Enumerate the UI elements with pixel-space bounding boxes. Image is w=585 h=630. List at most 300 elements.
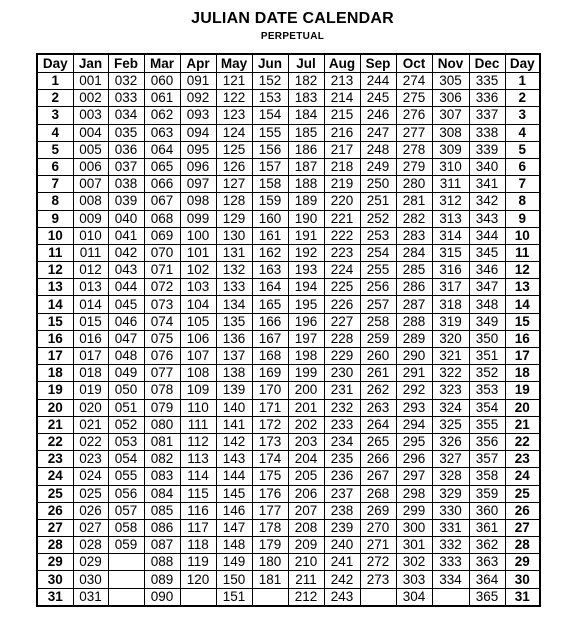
julian-date-cell: 298: [396, 485, 432, 502]
julian-date-cell: 343: [469, 210, 505, 227]
julian-date-cell: 176: [252, 485, 288, 502]
julian-date-cell: 318: [432, 296, 469, 313]
julian-date-cell: 239: [324, 519, 360, 536]
julian-date-cell: 162: [252, 244, 288, 261]
julian-date-cell: 358: [469, 468, 505, 485]
julian-date-cell: 351: [469, 348, 505, 365]
julian-date-cell: 289: [396, 330, 432, 347]
column-header: Mar: [144, 54, 180, 73]
julian-date-cell: 263: [360, 399, 396, 416]
day-number-cell: 12: [505, 262, 540, 279]
julian-date-cell: 191: [288, 227, 324, 244]
julian-date-cell: 195: [288, 296, 324, 313]
julian-date-cell: 274: [396, 73, 432, 90]
column-header: Jun: [252, 54, 288, 73]
julian-date-cell: 011: [73, 244, 108, 261]
julian-date-cell: 023: [73, 451, 108, 468]
julian-date-cell: 134: [216, 296, 252, 313]
julian-date-cell: [108, 554, 144, 571]
julian-date-cell: 115: [180, 485, 216, 502]
julian-date-cell: 248: [360, 141, 396, 158]
julian-date-cell: 166: [252, 313, 288, 330]
julian-date-cell: 277: [396, 124, 432, 141]
julian-date-cell: 364: [469, 571, 505, 588]
julian-date-cell: 158: [252, 176, 288, 193]
column-header: Day: [505, 54, 540, 73]
table-row: [37, 399, 540, 416]
julian-date-cell: 312: [432, 193, 469, 210]
julian-date-cell: 179: [252, 537, 288, 554]
julian-date-cell: 119: [180, 554, 216, 571]
julian-date-cell: 049: [108, 365, 144, 382]
julian-date-cell: 074: [144, 313, 180, 330]
day-number-cell: 10: [37, 227, 73, 244]
table-row: [37, 262, 540, 279]
day-number-cell: 7: [37, 176, 73, 193]
julian-date-cell: 348: [469, 296, 505, 313]
julian-date-cell: 107: [180, 348, 216, 365]
julian-date-cell: 039: [108, 193, 144, 210]
julian-date-cell: 240: [324, 537, 360, 554]
julian-date-cell: 139: [216, 382, 252, 399]
julian-date-cell: 217: [324, 141, 360, 158]
julian-date-cell: 214: [324, 90, 360, 107]
day-number-cell: 22: [37, 433, 73, 450]
table-row: [37, 571, 540, 588]
julian-date-cell: 330: [432, 502, 469, 519]
julian-date-cell: 070: [144, 244, 180, 261]
julian-date-cell: 255: [360, 262, 396, 279]
julian-date-cell: 159: [252, 193, 288, 210]
julian-date-cell: 055: [108, 468, 144, 485]
table-row: [37, 141, 540, 158]
julian-date-cell: 118: [180, 537, 216, 554]
day-number-cell: 18: [505, 365, 540, 382]
julian-date-cell: 079: [144, 399, 180, 416]
julian-date-cell: 241: [324, 554, 360, 571]
julian-date-cell: 297: [396, 468, 432, 485]
julian-date-cell: 328: [432, 468, 469, 485]
julian-date-cell: 157: [252, 158, 288, 175]
julian-date-cell: 175: [252, 468, 288, 485]
julian-date-cell: 285: [396, 262, 432, 279]
julian-date-cell: 038: [108, 176, 144, 193]
julian-date-cell: 060: [144, 73, 180, 90]
column-header: Jul: [288, 54, 324, 73]
day-number-cell: 25: [505, 485, 540, 502]
julian-date-cell: 337: [469, 107, 505, 124]
julian-date-cell: 072: [144, 279, 180, 296]
day-number-cell: 24: [37, 468, 73, 485]
julian-date-cell: 152: [252, 73, 288, 90]
julian-date-cell: 116: [180, 502, 216, 519]
julian-date-cell: 170: [252, 382, 288, 399]
julian-date-cell: 137: [216, 348, 252, 365]
julian-date-cell: 008: [73, 193, 108, 210]
table-row: [37, 537, 540, 554]
day-number-cell: 28: [37, 537, 73, 554]
julian-date-cell: 202: [288, 416, 324, 433]
julian-date-cell: 026: [73, 502, 108, 519]
julian-date-cell: [432, 588, 469, 606]
julian-date-cell: 114: [180, 468, 216, 485]
column-header: Feb: [108, 54, 144, 73]
julian-date-cell: 142: [216, 433, 252, 450]
julian-date-cell: 174: [252, 451, 288, 468]
julian-date-cell: 071: [144, 262, 180, 279]
julian-date-cell: 259: [360, 330, 396, 347]
julian-date-cell: 101: [180, 244, 216, 261]
julian-date-cell: 236: [324, 468, 360, 485]
day-number-cell: 11: [505, 244, 540, 261]
julian-date-cell: 140: [216, 399, 252, 416]
julian-date-cell: 278: [396, 141, 432, 158]
table-row: [37, 158, 540, 175]
julian-date-cell: 094: [180, 124, 216, 141]
julian-date-cell: 082: [144, 451, 180, 468]
julian-date-cell: 120: [180, 571, 216, 588]
julian-date-cell: 145: [216, 485, 252, 502]
julian-date-cell: 307: [432, 107, 469, 124]
julian-date-cell: 086: [144, 519, 180, 536]
julian-date-cell: 288: [396, 313, 432, 330]
julian-date-cell: 109: [180, 382, 216, 399]
julian-date-cell: 262: [360, 382, 396, 399]
julian-date-cell: 222: [324, 227, 360, 244]
julian-date-cell: 360: [469, 502, 505, 519]
julian-date-cell: 100: [180, 227, 216, 244]
julian-date-cell: 352: [469, 365, 505, 382]
table-row: [37, 502, 540, 519]
table-row: [37, 193, 540, 210]
julian-date-cell: 292: [396, 382, 432, 399]
julian-date-cell: 006: [73, 158, 108, 175]
julian-date-cell: 205: [288, 468, 324, 485]
julian-date-cell: 314: [432, 227, 469, 244]
julian-date-cell: 143: [216, 451, 252, 468]
julian-date-cell: 102: [180, 262, 216, 279]
julian-date-cell: 258: [360, 313, 396, 330]
julian-date-cell: 092: [180, 90, 216, 107]
day-number-cell: 20: [37, 399, 73, 416]
julian-date-cell: 227: [324, 313, 360, 330]
table-row: [37, 176, 540, 193]
table-row: [37, 279, 540, 296]
day-number-cell: 9: [37, 210, 73, 227]
julian-date-cell: 221: [324, 210, 360, 227]
julian-date-cell: 304: [396, 588, 432, 606]
julian-date-cell: 021: [73, 416, 108, 433]
julian-date-cell: 129: [216, 210, 252, 227]
julian-date-cell: 322: [432, 365, 469, 382]
table-row: [37, 365, 540, 382]
julian-date-cell: 144: [216, 468, 252, 485]
julian-date-cell: 308: [432, 124, 469, 141]
julian-date-cell: 068: [144, 210, 180, 227]
julian-date-cell: 007: [73, 176, 108, 193]
julian-date-cell: 160: [252, 210, 288, 227]
day-number-cell: 4: [37, 124, 73, 141]
julian-date-cell: 317: [432, 279, 469, 296]
julian-date-cell: [252, 588, 288, 606]
julian-date-cell: 065: [144, 158, 180, 175]
day-number-cell: 7: [505, 176, 540, 193]
julian-date-cell: 299: [396, 502, 432, 519]
julian-date-cell: 103: [180, 279, 216, 296]
julian-date-cell: 053: [108, 433, 144, 450]
julian-date-cell: 019: [73, 382, 108, 399]
julian-date-cell: 156: [252, 141, 288, 158]
day-number-cell: 21: [505, 416, 540, 433]
julian-date-cell: 325: [432, 416, 469, 433]
julian-date-cell: 010: [73, 227, 108, 244]
table-row: [37, 468, 540, 485]
day-number-cell: 6: [37, 158, 73, 175]
julian-date-cell: 131: [216, 244, 252, 261]
julian-date-cell: 087: [144, 537, 180, 554]
julian-date-cell: 203: [288, 433, 324, 450]
julian-date-cell: 275: [396, 90, 432, 107]
julian-date-cell: 271: [360, 537, 396, 554]
column-header: Apr: [180, 54, 216, 73]
julian-date-cell: 149: [216, 554, 252, 571]
julian-date-cell: 182: [288, 73, 324, 90]
julian-date-cell: 198: [288, 348, 324, 365]
julian-date-cell: 320: [432, 330, 469, 347]
julian-date-cell: 326: [432, 433, 469, 450]
julian-date-cell: 305: [432, 73, 469, 90]
julian-date-cell: 354: [469, 399, 505, 416]
julian-date-cell: 015: [73, 313, 108, 330]
column-header: Sep: [360, 54, 396, 73]
julian-date-cell: 123: [216, 107, 252, 124]
julian-date-cell: 154: [252, 107, 288, 124]
julian-date-cell: 230: [324, 365, 360, 382]
day-number-cell: 25: [37, 485, 73, 502]
julian-date-cell: 238: [324, 502, 360, 519]
julian-date-cell: 329: [432, 485, 469, 502]
julian-date-cell: 206: [288, 485, 324, 502]
day-number-cell: 8: [37, 193, 73, 210]
julian-date-cell: 001: [73, 73, 108, 90]
julian-date-cell: 031: [73, 588, 108, 606]
julian-date-cell: 047: [108, 330, 144, 347]
julian-date-cell: 246: [360, 107, 396, 124]
julian-date-table: [36, 53, 541, 607]
julian-date-cell: 066: [144, 176, 180, 193]
julian-date-cell: 133: [216, 279, 252, 296]
julian-date-cell: 027: [73, 519, 108, 536]
table-row: [37, 348, 540, 365]
table-row: [37, 519, 540, 536]
table-row: [37, 210, 540, 227]
julian-date-cell: 029: [73, 554, 108, 571]
day-number-cell: 27: [505, 519, 540, 536]
julian-date-cell: 067: [144, 193, 180, 210]
julian-date-cell: 219: [324, 176, 360, 193]
day-number-cell: 16: [505, 330, 540, 347]
day-number-cell: 17: [505, 348, 540, 365]
julian-date-cell: 005: [73, 141, 108, 158]
julian-date-cell: 249: [360, 158, 396, 175]
julian-date-cell: 097: [180, 176, 216, 193]
day-number-cell: 5: [37, 141, 73, 158]
julian-date-cell: 313: [432, 210, 469, 227]
day-number-cell: 2: [505, 90, 540, 107]
julian-date-cell: 108: [180, 365, 216, 382]
julian-date-cell: 172: [252, 416, 288, 433]
julian-date-cell: 173: [252, 433, 288, 450]
julian-date-cell: 282: [396, 210, 432, 227]
julian-date-cell: 267: [360, 468, 396, 485]
julian-date-cell: 261: [360, 365, 396, 382]
julian-date-cell: 213: [324, 73, 360, 90]
julian-date-cell: 212: [288, 588, 324, 606]
julian-date-cell: 332: [432, 537, 469, 554]
julian-date-cell: 117: [180, 519, 216, 536]
julian-date-cell: 146: [216, 502, 252, 519]
julian-date-cell: 122: [216, 90, 252, 107]
julian-date-cell: 311: [432, 176, 469, 193]
julian-date-cell: 193: [288, 262, 324, 279]
julian-date-cell: 091: [180, 73, 216, 90]
julian-date-cell: 356: [469, 433, 505, 450]
table-body: [37, 73, 540, 606]
day-number-cell: 3: [37, 107, 73, 124]
julian-date-cell: 204: [288, 451, 324, 468]
julian-date-cell: 283: [396, 227, 432, 244]
julian-date-cell: 188: [288, 176, 324, 193]
julian-date-cell: 135: [216, 313, 252, 330]
julian-date-cell: 169: [252, 365, 288, 382]
julian-date-cell: 155: [252, 124, 288, 141]
day-number-cell: 22: [505, 433, 540, 450]
julian-date-cell: 073: [144, 296, 180, 313]
julian-date-cell: 287: [396, 296, 432, 313]
julian-date-cell: 147: [216, 519, 252, 536]
julian-date-cell: 161: [252, 227, 288, 244]
julian-date-cell: 353: [469, 382, 505, 399]
julian-date-cell: 294: [396, 416, 432, 433]
julian-date-cell: 197: [288, 330, 324, 347]
julian-date-cell: 361: [469, 519, 505, 536]
julian-date-cell: 225: [324, 279, 360, 296]
julian-date-cell: 099: [180, 210, 216, 227]
julian-date-cell: 290: [396, 348, 432, 365]
julian-date-cell: 296: [396, 451, 432, 468]
column-header: Dec: [469, 54, 505, 73]
julian-date-cell: 345: [469, 244, 505, 261]
julian-date-cell: 254: [360, 244, 396, 261]
julian-date-cell: 111: [180, 416, 216, 433]
julian-date-cell: 302: [396, 554, 432, 571]
day-number-cell: 6: [505, 158, 540, 175]
julian-date-cell: 253: [360, 227, 396, 244]
julian-date-cell: 002: [73, 90, 108, 107]
julian-date-cell: 279: [396, 158, 432, 175]
julian-date-cell: 081: [144, 433, 180, 450]
julian-date-cell: 130: [216, 227, 252, 244]
day-number-cell: 23: [37, 451, 73, 468]
julian-date-cell: 164: [252, 279, 288, 296]
julian-date-cell: 245: [360, 90, 396, 107]
julian-date-cell: [360, 588, 396, 606]
julian-date-cell: 017: [73, 348, 108, 365]
julian-date-cell: 096: [180, 158, 216, 175]
julian-date-cell: 028: [73, 537, 108, 554]
julian-date-cell: 301: [396, 537, 432, 554]
julian-date-cell: 057: [108, 502, 144, 519]
julian-date-cell: 183: [288, 90, 324, 107]
julian-date-cell: 362: [469, 537, 505, 554]
table-row: [37, 554, 540, 571]
julian-date-cell: 121: [216, 73, 252, 90]
julian-date-cell: 331: [432, 519, 469, 536]
julian-date-cell: 365: [469, 588, 505, 606]
day-number-cell: 10: [505, 227, 540, 244]
julian-date-cell: 339: [469, 141, 505, 158]
julian-date-cell: 190: [288, 210, 324, 227]
julian-date-cell: 171: [252, 399, 288, 416]
day-number-cell: 19: [37, 382, 73, 399]
julian-date-cell: 124: [216, 124, 252, 141]
julian-date-cell: 235: [324, 451, 360, 468]
julian-date-cell: 050: [108, 382, 144, 399]
julian-date-cell: 069: [144, 227, 180, 244]
julian-date-cell: 178: [252, 519, 288, 536]
column-header: May: [216, 54, 252, 73]
julian-date-cell: 167: [252, 330, 288, 347]
table-row: [37, 124, 540, 141]
julian-date-cell: 044: [108, 279, 144, 296]
day-number-cell: 26: [37, 502, 73, 519]
julian-date-cell: [108, 571, 144, 588]
julian-date-cell: 180: [252, 554, 288, 571]
julian-date-cell: 215: [324, 107, 360, 124]
julian-date-cell: 342: [469, 193, 505, 210]
julian-date-cell: 105: [180, 313, 216, 330]
julian-date-cell: 165: [252, 296, 288, 313]
julian-date-cell: 016: [73, 330, 108, 347]
julian-date-cell: 237: [324, 485, 360, 502]
julian-date-cell: 113: [180, 451, 216, 468]
julian-date-cell: 110: [180, 399, 216, 416]
julian-date-cell: 063: [144, 124, 180, 141]
julian-date-cell: 059: [108, 537, 144, 554]
day-number-cell: 29: [37, 554, 73, 571]
julian-date-cell: 058: [108, 519, 144, 536]
julian-date-cell: 034: [108, 107, 144, 124]
julian-date-cell: 043: [108, 262, 144, 279]
julian-date-cell: 266: [360, 451, 396, 468]
julian-date-cell: 218: [324, 158, 360, 175]
column-header: Jan: [73, 54, 108, 73]
julian-date-cell: 085: [144, 502, 180, 519]
day-number-cell: 18: [37, 365, 73, 382]
julian-date-cell: 247: [360, 124, 396, 141]
julian-date-cell: 224: [324, 262, 360, 279]
julian-date-cell: 284: [396, 244, 432, 261]
day-number-cell: 13: [505, 279, 540, 296]
julian-date-cell: 363: [469, 554, 505, 571]
julian-date-cell: 291: [396, 365, 432, 382]
julian-date-cell: 233: [324, 416, 360, 433]
day-number-cell: 17: [37, 348, 73, 365]
julian-date-cell: 338: [469, 124, 505, 141]
julian-date-cell: 148: [216, 537, 252, 554]
day-number-cell: 14: [505, 296, 540, 313]
julian-date-cell: 281: [396, 193, 432, 210]
